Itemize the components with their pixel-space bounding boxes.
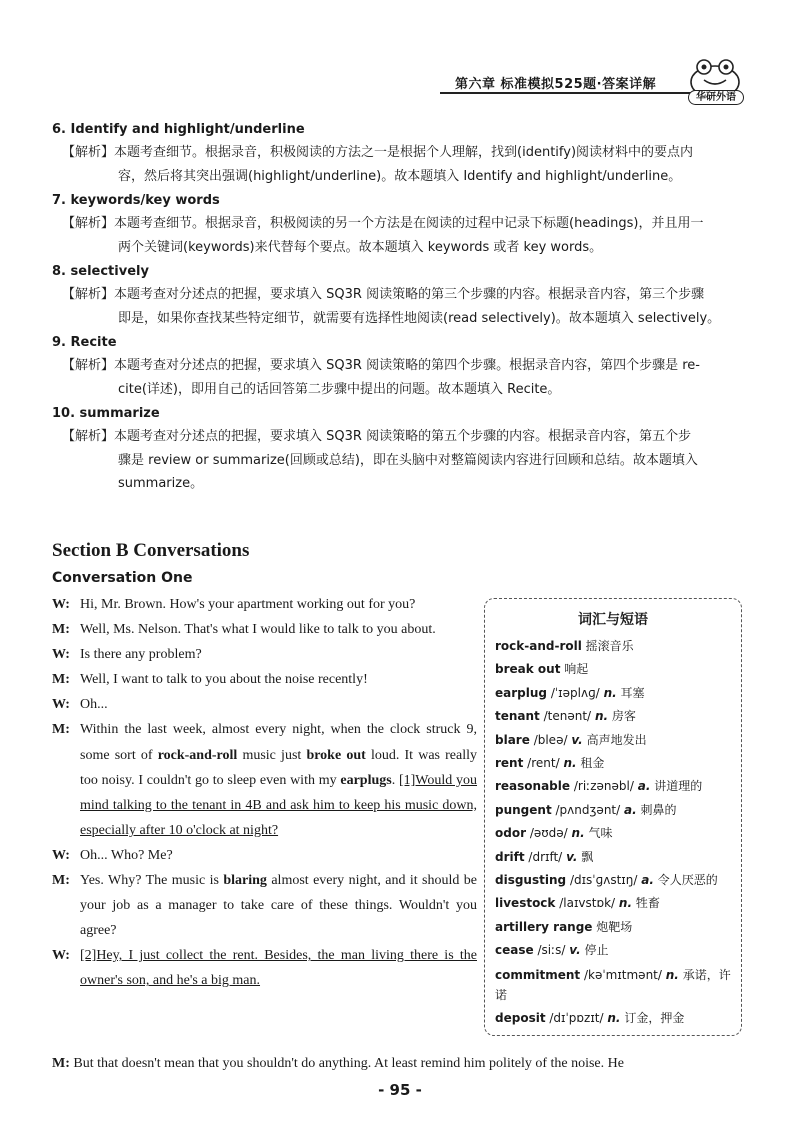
vocab-part-of-speech: a. [624,802,637,817]
explanation-text: 骤是 review or summarize(回顾或总结)，即在头脑中对整篇阅读内容进行回顾和总结。故本题填入 [118,452,698,468]
vocab-word: break out [495,662,561,677]
vocab-item [495,705,737,728]
vocab-item [495,752,737,775]
vocab-item [495,822,737,845]
dialog-line [52,868,477,943]
vocab-item [495,1007,737,1030]
answer-explanation-8 [62,283,757,330]
analysis-tag: 【解析】 [62,358,115,373]
vocab-item [495,682,737,705]
utterance: music just [237,747,307,763]
vocab-item [495,799,737,822]
vocab-word: rock-and-roll [495,639,582,653]
explanation-text: 本题考查对分述点的把握，要求填入 SQ3R 阅读策略的第五个步骤的内容。根据录音内容，第五个步 [114,429,692,444]
answer-explanation-6 [62,141,757,188]
analysis-tag: 【解析】 [62,429,115,444]
answer-title-7: 7. keywords/key words [52,193,220,208]
explanation-text: 两个关键词(keywords)来代替每个要点。故本题填入 keywords 或者 key words。 [118,239,603,255]
vocab-meaning: 承诺，许诺 [495,967,731,1002]
vocab-item [495,729,737,752]
vocab-phonetic: /əʊdə/ [529,826,568,841]
vocab-meaning: 气味 [588,826,613,841]
page-number: - 95 - [378,1081,422,1099]
vocab-meaning: 高声地发出 [586,732,647,747]
analysis-tag: 【解析】 [62,145,115,160]
vocab-phonetic: /kəˈmɪtmənt/ [583,967,662,982]
utterance: Within the last week, almost every night, when the clock struck 9, some sort of [80,722,477,763]
utterance: Well, Ms. Nelson. That's what I would like to talk to you about. [80,622,436,638]
vocab-word: rent [495,756,524,771]
vocab-item [495,916,737,939]
vocab-item [495,775,737,798]
vocab-word: earplug [495,685,547,700]
vocab-meaning: 耳塞 [620,685,645,700]
conversation-title: Conversation One [52,570,193,586]
header-rule [440,92,695,94]
vocab-word: drift [495,849,525,864]
vocab-part-of-speech: n. [603,685,617,700]
vocab-phonetic: /drɪft/ [528,849,563,864]
analysis-tag: 【解析】 [62,287,115,302]
dialog-line [52,943,477,993]
answer-explanation-9 [62,354,757,401]
vocab-part-of-speech: n. [618,896,633,911]
utterance: . [391,772,399,788]
vocab-phonetic: /dɪˈpɒzɪt/ [549,1010,604,1025]
vocab-word: deposit [495,1010,546,1025]
explanation-text: 本题考查细节。根据录音，积极阅读的方法之一是根据个人理解，找到(identify)阅读材料中的要点内 [114,145,694,160]
vocabulary-title: 词汇与短语 [578,612,648,628]
speaker: W: [52,647,70,663]
vocab-meaning: 租金 [580,756,605,771]
utterance: Oh... Who? Me? [80,847,173,863]
vocab-item [495,869,737,892]
vocab-phonetic: /laɪvstɒk/ [559,896,616,911]
vocab-meaning: 讲道理的 [654,779,703,794]
vocab-item [495,846,737,869]
vocab-word: artillery range [495,919,593,934]
vocab-meaning: 停止 [584,943,609,958]
speaker: M: [52,1056,70,1071]
vocab-phonetic: /riːzənəbl/ [573,779,634,794]
vocab-meaning: 订金，押金 [624,1010,685,1025]
logo-text: 华研外语 [688,90,744,105]
dialog [52,592,477,994]
vocab-word: pungent [495,802,552,817]
vocab-part-of-speech: n. [665,967,679,982]
vocab-word: commitment [495,967,581,982]
dialog-line [52,843,477,868]
vocab-word: reasonable [495,779,571,794]
utterance: Is there any problem? [80,647,202,663]
vocab-meaning: 房客 [611,709,636,724]
dialog-line [52,617,477,642]
explanation-text: 本题考查对分述点的把握，要求填入 SQ3R 阅读策略的第四个步骤。根据录音内容，第四个步骤是 re- [114,358,700,373]
analysis-tag: 【解析】 [62,216,115,231]
utterance: almost every night, and it should be your job as a manager to take care of these things. Wouldn't you agree? [80,873,477,939]
vocab-part-of-speech: n. [594,709,609,724]
vocab-phonetic: /siːs/ [537,943,566,958]
vocab-item [495,963,737,1007]
explanation-text: 容，然后将其突出强调(highlight/underline)。故本题填入 Identify and highlight/underline。 [118,168,682,184]
vocab-word: livestock [495,896,556,911]
section-title: Section B Conversations [52,540,250,561]
answer-explanation-10 [62,425,757,496]
underlined-answer-1: [1]Would you mind talking to the tenant in 4B and ask him to keep his music down, especially after 10 o'clock at night? [80,772,478,838]
speaker: W: [52,697,70,713]
speaker: M: [52,622,70,638]
keyword: earplugs [340,772,392,788]
speaker: M: [52,672,70,688]
explanation-text: 本题考查细节。根据录音，积极阅读的另一个方法是在阅读的过程中记录下标题(headings)，并且用一 [114,216,704,231]
vocab-meaning: 摇滚音乐 [585,639,634,653]
vocabulary-box [484,598,742,1036]
vocab-phonetic: /dɪsˈɡʌstɪŋ/ [569,873,638,888]
chapter-header: 第六章 标准模拟525题·答案详解 [455,77,657,92]
vocabulary-list [495,635,737,1030]
vocab-part-of-speech: n. [571,826,585,841]
answer-title-6: 6. Identify and highlight/underline [52,122,305,137]
vocab-item [495,939,737,962]
utterance: Yes. Why? The music is [80,873,224,889]
vocab-part-of-speech: a. [637,779,651,794]
utterance: But that doesn't mean that you shouldn't do anything. At least remind him politely of the noise. He [73,1056,624,1071]
speaker: W: [52,597,70,612]
vocab-item [495,658,737,681]
utterance: Hi, Mr. Brown. How's your apartment working out for you? [80,597,416,612]
dialog-line [52,592,477,617]
dialog-line-continued [52,1051,757,1076]
answer-explanations [52,119,757,498]
dialog-line [52,692,477,717]
speaker: W: [52,847,70,863]
vocab-word: blare [495,732,530,747]
answer-title-8: 8. selectively [52,264,149,279]
dialog-line [52,717,477,842]
explanation-text: 即是，如果你查找某些特定细节，就需要有选择性地阅读(read selectively)。故本题填入 selectively。 [118,310,721,326]
vocab-phonetic: /bleə/ [533,732,568,747]
vocab-part-of-speech: a. [641,873,654,888]
utterance: Oh... [80,697,108,713]
keyword: blaring [223,873,267,889]
speaker: M: [52,722,70,738]
vocab-meaning: 响起 [564,662,589,677]
keyword: rock-and-roll [157,747,238,763]
underlined-answer-2: [2]Hey, I just collect the rent. Besides, the man living there is the owner's son, and he's a big man. [80,948,477,989]
vocab-meaning: 刺鼻的 [640,802,677,817]
answer-title-9: 9. Recite [52,335,117,350]
dialog-line [52,642,477,667]
vocab-part-of-speech: n. [563,756,577,771]
answer-explanation-7 [62,212,757,259]
vocab-item [495,635,737,658]
explanation-text: summarize。 [118,476,204,491]
utterance: loud. It was really too noisy. I couldn't go to sleep even with my [80,747,477,788]
vocab-meaning: 牲畜 [635,896,660,911]
speaker: M: [52,873,70,889]
vocab-meaning: 飘 [581,849,594,864]
dialog-line [52,667,477,692]
vocab-word: tenant [495,709,540,724]
vocab-phonetic: /tenənt/ [543,709,592,724]
vocab-word: cease [495,943,534,958]
vocab-meaning: 炮靶场 [596,919,633,934]
vocab-phonetic: /rent/ [527,756,560,771]
vocab-part-of-speech: v. [569,943,581,958]
vocab-part-of-speech: n. [607,1010,621,1025]
vocab-meaning: 令人厌恶的 [657,873,718,888]
utterance: Well, I want to talk to you about the noise recently! [80,672,368,688]
answer-title-10: 10. summarize [52,406,160,421]
explanation-text: 本题考查对分述点的把握，要求填入 SQ3R 阅读策略的第三个步骤的内容。根据录音内容，第三个步骤 [114,287,705,302]
vocab-item [495,892,737,915]
vocab-word: odor [495,826,526,841]
vocab-part-of-speech: v. [571,732,583,747]
vocab-part-of-speech: v. [566,849,578,864]
explanation-text: cite(详述)，即用自己的话回答第二步骤中提出的问题。故本题填入 Recite。 [118,381,561,397]
vocab-phonetic: /pʌndʒənt/ [555,802,621,817]
vocab-phonetic: /ˈɪəplʌɡ/ [550,685,600,700]
keyword: broke out [306,747,366,763]
vocab-word: disgusting [495,873,567,888]
speaker: W: [52,948,70,964]
